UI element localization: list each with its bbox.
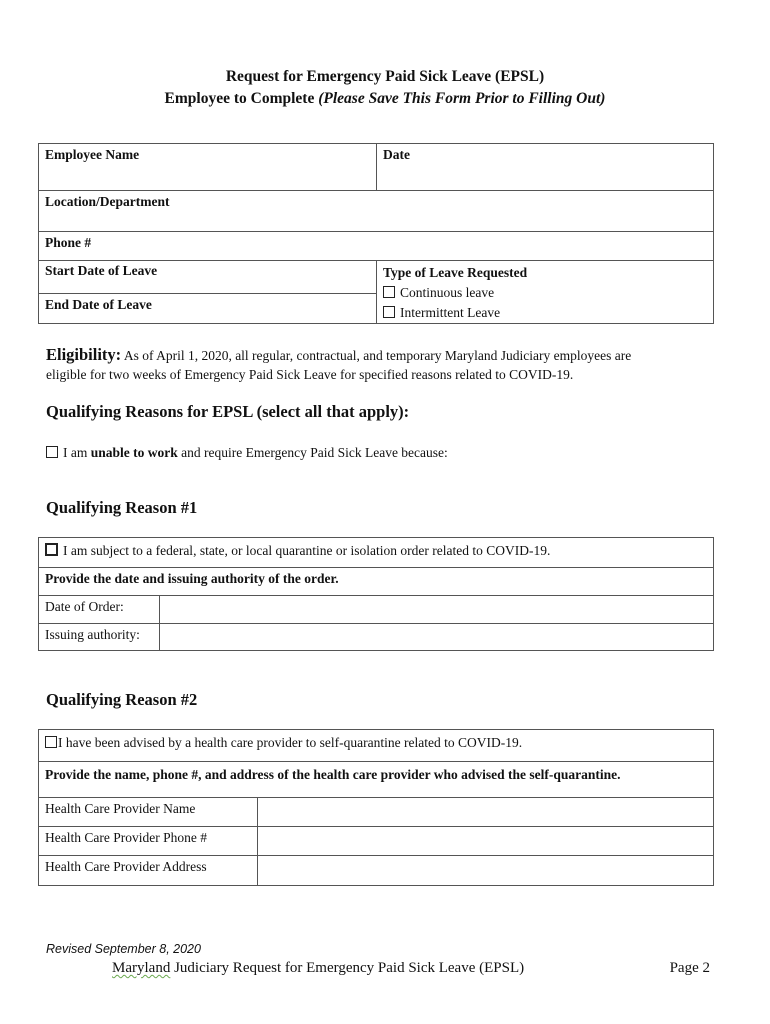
intermittent-option[interactable] [383, 303, 707, 323]
eligibility-paragraph [46, 345, 736, 384]
date-label: Date [383, 147, 410, 162]
issuing-authority-label: Issuing authority: [45, 627, 140, 642]
page-number: Page 2 [669, 960, 710, 976]
phone-field[interactable] [39, 232, 714, 261]
date-field[interactable] [377, 144, 714, 191]
reason1-instruction-row [39, 568, 714, 596]
provider-address-input[interactable] [258, 856, 714, 886]
continuous-option[interactable] [383, 283, 707, 303]
reason1-checkbox-text: I am subject to a federal, state, or local quarantine or isolation order related to COVID-19. [63, 543, 551, 558]
date-of-order-label-cell [39, 596, 160, 624]
provider-address-label-cell [39, 856, 258, 886]
reason2-checkbox-row[interactable] [39, 730, 714, 762]
reason1-table [38, 537, 714, 651]
issuing-authority-input[interactable] [160, 624, 714, 651]
end-date-field[interactable] [39, 294, 377, 324]
start-date-field[interactable] [39, 261, 377, 294]
eligibility-text-1: As of April 1, 2020, all regular, contractual, and temporary Maryland Judiciary employees are [121, 348, 632, 363]
subtitle-italic: (Please Save This Form Prior to Filling Out) [318, 90, 606, 107]
revised-date: Revised September 8, 2020 [46, 942, 201, 956]
phone-label: Phone # [45, 235, 92, 250]
reason2-instruction: Provide the name, phone #, and address of the health care provider who advised the self-quarantine. [45, 767, 621, 782]
employee-name-field[interactable] [39, 144, 377, 191]
reason2-checkbox-text: I have been advised by a health care provider to self-quarantine related to COVID-19. [58, 735, 523, 750]
form-title: Request for Emergency Paid Sick Leave (EPSL) [225, 68, 545, 85]
reason2-instruction-row [39, 762, 714, 798]
eligibility-label: Eligibility: [46, 345, 122, 364]
date-of-order-input[interactable] [160, 596, 714, 624]
leave-type-label: Type of Leave Requested [383, 265, 528, 280]
footer-word-maryland: Maryland [112, 960, 171, 976]
provider-address-label: Health Care Provider Address [45, 859, 207, 874]
footer-title [112, 960, 524, 977]
provider-name-label: Health Care Provider Name [45, 801, 196, 816]
unable-to-work-checkbox[interactable] [46, 446, 58, 458]
provider-phone-label: Health Care Provider Phone # [45, 830, 207, 845]
footer-title-rest: Judiciary Request for Emergency Paid Sick Leave (EPSL) [170, 960, 525, 976]
qualifying-reasons-heading: Qualifying Reasons for EPSL (select all that apply): [46, 402, 410, 421]
reason1-checkbox-row[interactable] [39, 538, 714, 568]
subtitle-bold: Employee to Complete [164, 90, 319, 107]
intermittent-label: Intermittent Leave [400, 305, 501, 320]
start-date-label: Start Date of Leave [45, 263, 158, 278]
reason1-instruction: Provide the date and issuing authority of the order. [45, 571, 339, 586]
provider-phone-label-cell [39, 827, 258, 856]
reason2-table [38, 729, 714, 886]
eligibility-text-2: eligible for two weeks of Emergency Paid Sick Leave for specified reasons related to COVID-19. [46, 367, 574, 382]
employee-name-label: Employee Name [45, 147, 140, 162]
continuous-checkbox[interactable] [383, 286, 395, 298]
employee-info-table [38, 143, 714, 324]
provider-name-input[interactable] [258, 798, 714, 827]
form-subtitle [0, 90, 770, 108]
unable-post: and require Emergency Paid Sick Leave because: [177, 445, 448, 460]
provider-phone-input[interactable] [258, 827, 714, 856]
unable-bold: unable to work [90, 445, 178, 460]
reason1-heading: Qualifying Reason #1 [46, 498, 198, 517]
unable-to-work-option[interactable] [46, 443, 736, 462]
unable-pre: I am [63, 445, 91, 460]
issuing-authority-label-cell [39, 624, 160, 651]
leave-type-cell [377, 261, 714, 324]
date-of-order-label: Date of Order: [45, 599, 124, 614]
intermittent-checkbox[interactable] [383, 306, 395, 318]
end-date-label: End Date of Leave [45, 297, 152, 312]
reason2-heading: Qualifying Reason #2 [46, 690, 198, 709]
provider-name-label-cell [39, 798, 258, 827]
reason2-checkbox[interactable] [45, 736, 57, 748]
continuous-label: Continuous leave [400, 285, 495, 300]
location-label: Location/Department [45, 194, 170, 209]
reason1-checkbox[interactable] [45, 543, 58, 556]
location-field[interactable] [39, 191, 714, 232]
